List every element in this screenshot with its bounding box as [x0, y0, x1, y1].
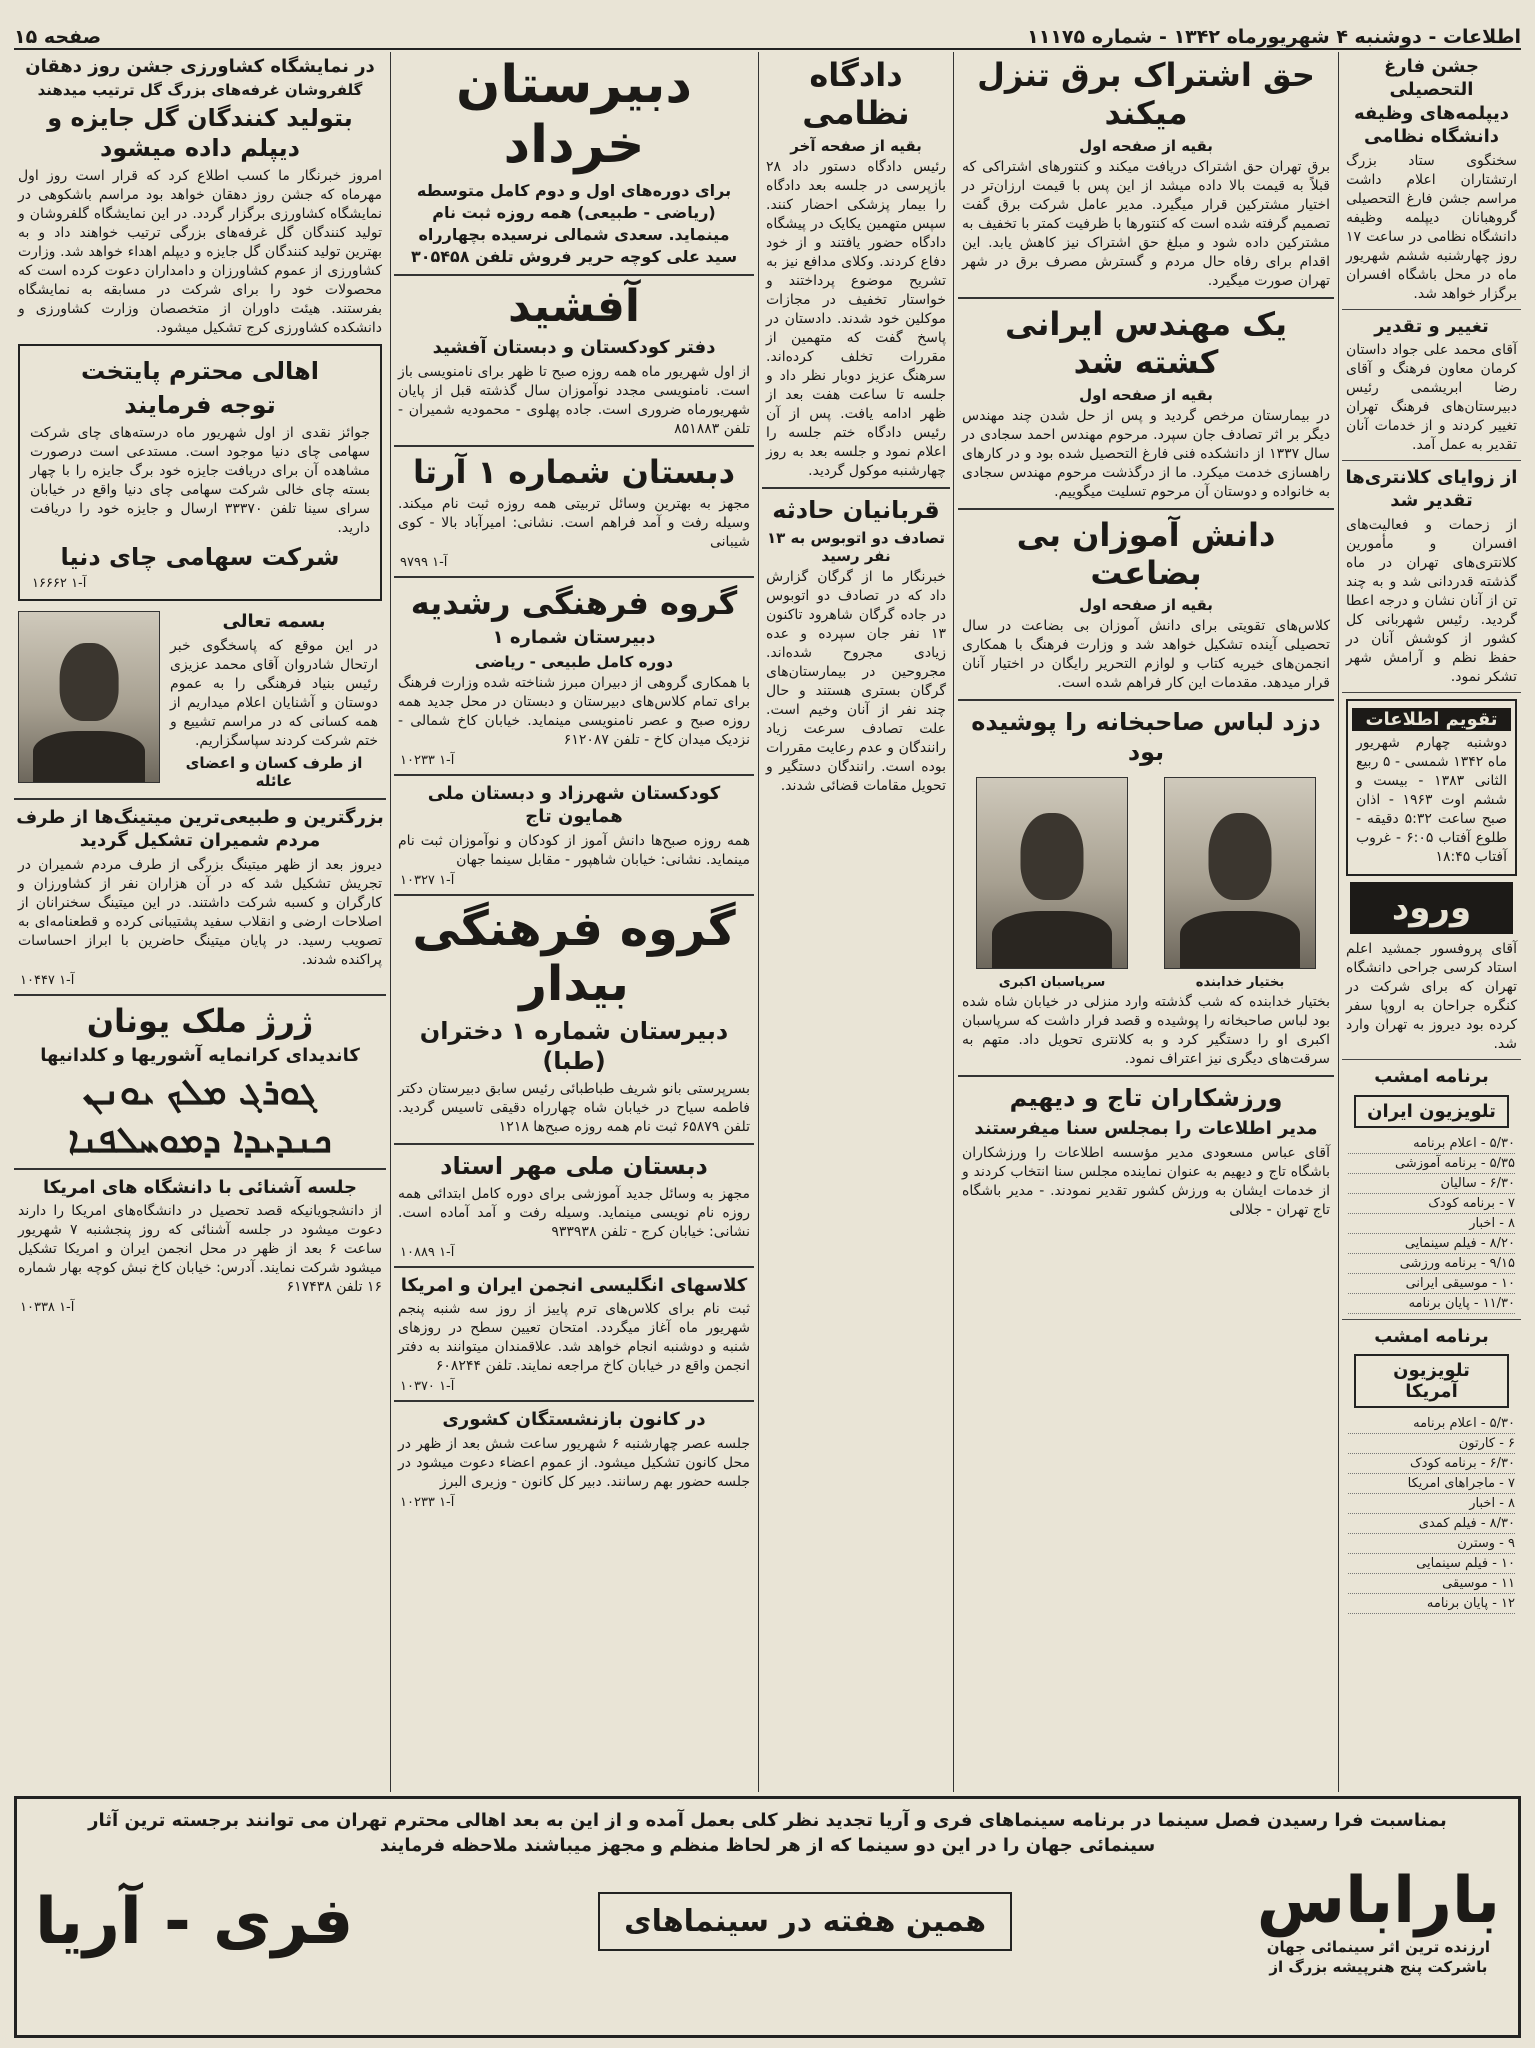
article-subtitle: تصادف دو اتوبوس به ۱۳ نفر رسید — [766, 528, 946, 565]
article-subtitle: بقیه از صفحه آخر — [790, 136, 922, 155]
article-body: آقای عباس مسعودی مدیر مؤسسه اطلاعات را ورزشکاران باشگاه تاج و دیهیم به عنوان نماینده مجلس سنا انتخاب کردند و از خدمات ایشان به ورزش کشور تقدیر نمودند. - مدیر باشگاه تاج تهران - جلالی — [962, 1144, 1330, 1218]
article-title: از زوایای کلانتری‌ها تقدیر شد — [1345, 466, 1518, 512]
ad-body: ثبت نام برای کلاس‌های ترم پاییز از روز سه شنبه پنجم شهریور ماه آغاز میگردد. امتحان تعیین سطح در روزهای شنبه و دوشنبه انجام خواهد شد. علاقمندان میتوانند به دفتر انجمن واقع در خیابان کاخ مراجعه نمایند. تلفن ۶۰۸۲۴۴ — [398, 1301, 750, 1375]
article-accident — [762, 495, 950, 796]
article-title: یک مهندس ایرانی کشته شد — [1005, 304, 1287, 382]
schedule-item: ۱۰ - فیلم سینمایی — [1348, 1554, 1515, 1574]
column-3 — [762, 52, 950, 1792]
tv2-heading: برنامه امشب — [1374, 1325, 1489, 1347]
tv-heading: برنامه امشب — [1374, 1066, 1489, 1088]
ad-title: اهالی محترم پایتخت — [81, 357, 319, 386]
cinema-ad-right — [1256, 1863, 1500, 1978]
article-title: بزرگترین و طبیعی‌ترین میتینگ‌ها از طرف مردم شمیران تشکیل گردید — [16, 806, 384, 852]
article-subtitle: بقیه از صفحه اول — [1079, 596, 1213, 615]
tv-iran-logo: تلویزیون ایران — [1354, 1095, 1508, 1128]
ad-body: با همکاری گروهی از دبیران مبرز شناخته شده وزارت فرهنگ برای تمام کلاس‌های دبیرستان و دبستان در محل جدید همه روزه صبح و عصر نامنویسی مینماید. خیابان کاخ شمالی - نزدیک میدان کاخ - تلفن ۶۱۲۰۸۷ — [398, 674, 750, 748]
ad-shahrzad — [394, 782, 754, 888]
ad-subtitle: دبیرستان شماره ۱ — [492, 627, 656, 649]
column-2 — [958, 52, 1334, 1792]
tv-america-schedule — [1348, 1414, 1515, 1614]
ad-syriac-line-2: ܟܢܕܝܕܐ ܕܡܘܚܠܦܢܐ — [68, 1119, 332, 1161]
article-subtitle: گلفروشان غرفه‌های بزرگ گل ترتیب میدهند — [37, 81, 363, 100]
schedule-item: ۵/۳۰ - اعلام برنامه — [1348, 1414, 1515, 1434]
ad-afshid — [394, 282, 754, 439]
schedule-item: ۸/۲۰ - فیلم سینمایی — [1348, 1234, 1515, 1254]
article-athletes — [958, 1083, 1334, 1219]
article-shemiran-meeting — [14, 806, 386, 988]
ad-ref: آ-۱ ۱۰۲۳۳ — [400, 752, 455, 768]
schedule-item: ۸/۳۰ - فیلم کمدی — [1348, 1514, 1515, 1534]
photo-caption: بختیار خدابنده — [1195, 975, 1285, 991]
film-title: باراباس — [1256, 1863, 1500, 1938]
notice-footer: از طرف کسان و اعضای عائله — [185, 753, 363, 790]
article-body: سخنگوی ستاد بزرگ ارتشتاران اعلام داشت مراسم جشن فارغ التحصیلی گروهبانان دیپلمه وظیفه دانشگاه نظامی در ساعت ۱۷ روز چهارشنبه ششم شهریور ماه در محل باشگاه افسران برگزار خواهد شد. — [1346, 152, 1517, 302]
schedule-item: ۵/۳۰ - اعلام برنامه — [1348, 1134, 1515, 1154]
schedule-item: ۹ - وسترن — [1348, 1534, 1515, 1554]
article-body: آقای محمد علی جواد داستان کرمان معاون فرهنگ و آقای رضا ابریشمی رئیس دبیرستان‌های فرهنگ تهران تغییر کردند و از خدمات آنان تقدیر به عمل آمد. — [1346, 341, 1517, 453]
schedule-item: ۷ - ماجراهای امریکا — [1348, 1474, 1515, 1494]
article-body: برق تهران حق اشتراک دریافت میکند و کنتورهای اشتراکی که قبلاً به قیمت بالا داده میشد از این پس با قیمت ارزان‌تر در اختیار مشترکین قرار میگیرد. مدیر عامل شرکت برق گفت تصمیم گرفته شده است که کنتورها با ظرفیت کمتر با تخفیف به مشترکین داده شود و مبلغ حق اشتراک نیز کاهش یابد. این اقدام برای رفاه حال مردم و گسترش مصرف برق در شهر تهران صورت میگیرد. — [962, 158, 1330, 289]
ad-body: بسرپرستی بانو شریف طباطبائی رئیس سابق دبیرستان دکتر فاطمه سیاح در خیابان شاه چهارراه دقیقی تاسیس گردید. تلفن ۶۵۸۷۹ ثبت نام همه روزه صبح‌ها ۱۲۱۸ — [398, 1080, 750, 1135]
film-tagline: ارزنده ترین اثر سینمائی جهان — [1266, 1938, 1491, 1957]
ad-ref: آ-۱ ۱۰۸۸۹ — [400, 1244, 455, 1260]
article-students — [958, 516, 1334, 694]
ad-ref: آ-۱ ۹۷۹۹ — [400, 554, 448, 570]
notice-title: بسمه تعالی — [222, 611, 326, 633]
article-body: امروز خبرنگار ما کسب اطلاع کرد که قرار است روز اول مهرماه که جشن روز دهقان خواهد بود مراسم باشکوهی در نمایشگاه کشاورزی برگزار گردد. در این نمایشگاه گلفروشان و تولید کنندگان گل غرفه‌های بزرگی ترتیب خواهند داد و به بهترین تولید کنندگان گل جایزه و دیپلم اهداء خواهد شد. وزارت کشاورزی از عموم کشاورزان و دامداران دعوت کرده است که محصولات خود را برای شرکت در مسابقه به نمایشگاه بفرستند. هیئت داوران از متخصصان وزارت کشاورزی و دانشکده کشاورزی کرج تشکیل میشود. — [18, 168, 382, 337]
tv-iran-schedule — [1348, 1134, 1515, 1314]
article-title: ورزشکاران تاج و دیهیم — [1009, 1084, 1283, 1113]
article-body: در بیمارستان مرخص گردید و پس از حل شدن چند مهندس دیگر بر اثر تصادف جان سپرد. مرحوم مهندس احمد سجادی در سال ۱۳۳۷ از دانشکده فنی فارغ التحصیل شده بود و در کارهای راهسازی خدمت میکرد. ما از درگذشت مرحوم مهندس سجادی به خانواده و دوستان آن مرحوم تسلیت میگوییم. — [962, 407, 1331, 500]
photo-akbari — [976, 777, 1128, 969]
article-police — [1342, 466, 1521, 687]
article-thief — [958, 707, 1334, 1069]
schedule-item: ۷ - برنامه کودک — [1348, 1194, 1515, 1214]
ad-bidar — [394, 902, 754, 1137]
ad-body: همه روزه صبح‌ها دانش آموز از کودکان و نوآموزان ثبت نام مینماید. نشانی: خیابان شاهپور - مقابل سینما جهان — [398, 832, 750, 868]
ad-subtitle: دفتر کودکستان و دبستان آفشید — [432, 337, 716, 359]
cinema-ad-line-2: سینمائی جهان را در این دو سینما که از هر لحاظ منظم و مجهز میباشند ملاحظه فرمایند — [379, 1835, 1156, 1857]
article-title: حق اشتراک برق تنزل میکند — [977, 56, 1315, 133]
article-flower-festival — [14, 55, 386, 338]
column-5 — [14, 52, 386, 1792]
article-title: در نمایشگاه کشاورزی جشن روز دهقان — [25, 56, 375, 77]
article-ref: آ-۱ ۱۰۳۳۸ — [20, 1300, 75, 1316]
ad-title: دبستان شماره ۱ آرتا — [412, 452, 735, 491]
schedule-item: ۱۲ - پایان برنامه — [1348, 1594, 1515, 1614]
ad-tea-company — [18, 344, 382, 601]
ad-ref: آ-۱ ۱۶۶۶۲ — [32, 576, 87, 592]
header-issue-line: اطلاعات - دوشنبه ۴ شهریورماه ۱۳۴۲ - شماره ۱۱۱۷۵ — [1027, 26, 1521, 48]
ad-title: آفشید — [507, 280, 641, 332]
ad-george-malek — [14, 1002, 386, 1162]
article-graduation — [1342, 55, 1521, 304]
schedule-item: ۹/۱۵ - برنامه ورزشی — [1348, 1254, 1515, 1274]
ad-syriac-line-1: ܓܘܪܓ ܡܠܟ ܝܘܢܢ — [82, 1072, 318, 1114]
column-rule — [390, 52, 391, 1792]
ad-arta — [394, 453, 754, 570]
article-subtitle: بقیه از صفحه اول — [1079, 385, 1213, 404]
cinema-ad — [14, 1796, 1521, 2038]
ad-subtitle-2: دوره کامل طبیعی - ریاضی — [474, 652, 674, 671]
calendar-box — [1346, 699, 1517, 876]
article-title-2: بتولید کنندگان گل جایزه و دیپلم داده میشود — [47, 104, 353, 163]
ad-subtitle: دبیرستان شماره ۱ دختران (طبا) — [419, 1016, 729, 1075]
schedule-item: ۵/۳۵ - برنامه آموزشی — [1348, 1154, 1515, 1174]
ad-khordad — [394, 56, 754, 268]
article-engineer — [958, 305, 1334, 502]
schedule-item: ۸ - اخبار — [1348, 1214, 1515, 1234]
schedule-item: ۶ - کارتون — [1348, 1434, 1515, 1454]
article-title: جشن فارغ التحصیلی دیپلمه‌های وظیفه دانشگاه نظامی — [1353, 56, 1510, 148]
page-header — [14, 18, 1521, 50]
article-change — [1342, 315, 1521, 455]
schedule-item: ۶/۳۰ - برنامه کودک — [1348, 1454, 1515, 1474]
arrival-heading: ورود — [1350, 882, 1513, 934]
notice-condolence — [18, 607, 382, 791]
article-body: از دانشجویانیکه قصد تحصیل در دانشگاه‌های امریکا را دارند دعوت میشود در جلسه آشنائی که روز پنجشنبه ۷ شهریور ساعت ۶ بعد از ظهر در محل انجمن ایران و امریکا تشکیل میشود شرکت نمایند. آدرس: خیابان کاخ نبش کوچه بهار شماره ۱۶ تلفن ۶۱۷۴۳۸ — [18, 1203, 383, 1296]
column-rule — [758, 52, 759, 1792]
ad-title: در کانون بازنشستگان کشوری — [442, 1409, 706, 1431]
ad-roshdieh — [394, 584, 754, 768]
article-military-court — [762, 56, 950, 481]
ad-title: کودکستان شهرزاد و دبستان ملی همایون تاج — [427, 782, 721, 828]
ad-title: گروه فرهنگی بیدار — [412, 900, 736, 1012]
ad-ref: آ-۱ ۱۰۲۳۳ — [400, 1494, 455, 1510]
ad-ref: آ-۱ ۱۰۳۲۷ — [400, 872, 455, 888]
photo-khodabandeh — [1164, 777, 1316, 969]
ad-mehr-ostad — [394, 1151, 754, 1260]
ad-body: جوائز نقدی از اول شهریور ماه درسته‌های چای شرکت سهامی چای دنیا موجود است. مستدعی است درصورت مشاهده آن برای دریافت جایزه خود برگ جایزه را با چهار بسته چای خالی شرکت سهامی چای دنیا واقع در خیابان سرای سینا تلفن ۳۳۳۷۰ ارسال و جایزه خود را دریافت دارید. — [30, 425, 370, 537]
schedule-item: ۱۰ - موسیقی ایرانی — [1348, 1274, 1515, 1294]
article-body: دیروز بعد از ظهر میتینگ بزرگی از طرف مردم شمیران در تجریش تشکیل شد که در آن هزاران نفر از کشاورزان و کارگران و کسبه شرکت داشتند. در این میتینگ سخنرانان از اصلاحات ارضی و انقلاب سفید پشتیبانی کرده و قطعنامه‌ای به تصویب رسید. در پایان میتینگ حاضرین با ابراز احساسات پراکنده شدند. — [18, 856, 382, 968]
cinema-ad-line-1: بمناسبت فرا رسیدن فصل سینما در برنامه سینماهای فری و آریا تجدید نظر کلی بعمل آمده و از این به بعد اهالی محترم تهران می توانند برجسته ترین آثار — [88, 1810, 1447, 1831]
notice-body: در این موقع که پاسخگوی خبر ارتحال شادروان آقای محمد عزیزی رئیس بنیاد فرهنگی را به عموم دوستان و آشنایان اعلام میداریم از همه کسانی که در مراسم تشییع و ختم شرکت کردند سپاسگزاریم. — [170, 637, 378, 749]
article-body: بختیار خدابنده که شب گذشته وارد منزلی در خیابان شاه شده بود لباس صاحبخانه را پوشیده و قصد فرار داشت که سرپاسبان اکبری او را دستگیر کرد و به کلانتری تحویل داد. متهم به سرقت‌های دیگری نیز اعتراف نمود. — [962, 994, 1330, 1068]
column-4 — [394, 52, 754, 1792]
ad-footer: شرکت سهامی چای دنیا — [60, 543, 340, 572]
article-electricity — [958, 56, 1334, 291]
photo-caption: سرپاسبان اکبری — [998, 975, 1106, 991]
column-rule — [953, 52, 954, 1792]
ad-body: مجهز به بهترین وسائل تربیتی همه روزه ثبت نام میکند. وسیله رفت و آمد فراهم است. نشانی: امیرآباد بالا - کوی شیبانی — [398, 495, 750, 550]
schedule-item: ۱۱/۳۰ - پایان برنامه — [1348, 1294, 1515, 1314]
article-title: تغییر و تقدیر — [1374, 315, 1489, 337]
article-title: جلسه آشنائی با دانشگاه های امریکا — [43, 1176, 357, 1198]
article-title: دادگاه نظامی — [802, 56, 910, 133]
article-body: کلاس‌های تقویتی برای دانش آموزان بی بضاعت در سال تحصیلی آینده تشکیل خواهد شد و وزارت فرهنگ با همکاری انجمن‌های خیریه کتاب و لوازم التحریر رایگان در اختیار آنان قرار میدهد. مقدمات این کار فراهم شده است. — [962, 618, 1330, 692]
ad-english-classes — [394, 1274, 754, 1394]
ad-title: ژرژ ملک یونان — [86, 1001, 314, 1040]
column-1 — [1342, 52, 1521, 1792]
column-rule — [1338, 52, 1339, 1792]
portrait-photo — [18, 611, 160, 783]
article-title: قربانیان حادثه — [772, 495, 940, 524]
ad-body: از اول شهریور ماه همه روزه صبح تا ظهر برای نامنویسی باز است. نامنویسی مجدد نوآموزان سال گذشته قبل از پایان شهریورماه ضروری است. جاده پهلوی - محمودیه شمیران - تلفن ۸۵۱۸۸۳ — [398, 363, 750, 437]
calendar-body: دوشنبه چهارم شهریور ماه ۱۳۴۲ شمسی - ۵ ربیع الثانی ۱۳۸۳ - بیست و ششم اوت ۱۹۶۳ - اذان صبح ساعت ۵:۳۲ دقیقه - طلوع آفتاب ۶:۰۵ - غروب آفتاب ۱۸:۴۵ — [1356, 735, 1507, 866]
ad-title: دبستان ملی مهر استاد — [440, 1151, 708, 1180]
article-subtitle: بقیه از صفحه اول — [1079, 136, 1213, 155]
ad-body: جلسه عصر چهارشنبه ۶ شهریور ساعت شش بعد از ظهر در محل کانون تشکیل میشود. از عموم اعضاء دعوت میشود در جلسه حضور بهم رسانند. دبیر کل کانون - وزیری البرز — [398, 1435, 750, 1490]
arrival-body: آقای پروفسور جمشید اعلم استاد کرسی جراحی دانشگاه تهران که برای شرکت در کنگره جراحان به اروپا سفر کرده بود دیروز به تهران وارد شد. — [1346, 941, 1517, 1053]
tv-america-logo: تلویزیون آمریکا — [1354, 1354, 1508, 1408]
article-title: دانش آموزان بی بضاعت — [1016, 515, 1276, 592]
header-page-number: صفحه ۱۵ — [14, 26, 102, 48]
ad-title: دبیرستان خرداد — [455, 55, 693, 175]
schedule-item: ۱۱ - موسیقی — [1348, 1574, 1515, 1594]
schedule-item: ۶/۳۰ - سالیان — [1348, 1174, 1515, 1194]
article-title: دزد لباس صاحبخانه را پوشیده بود — [971, 708, 1321, 767]
ad-title: کلاسهای انگلیسی انجمن ایران و امریکا — [400, 1274, 748, 1296]
ad-ref: آ-۱ ۱۰۳۷۰ — [400, 1379, 455, 1395]
article-body: از زحمات و فعالیت‌های افسران و مأمورین کلانتری‌های تهران در ماه گذشته قدردانی شد و به چند تن از آنان نشان و درجه اعطا گردید. رئیس شهربانی کل کشور از کوشش آنان در حفظ نظم و آرامش شهر تشکر نمود. — [1346, 516, 1517, 685]
ad-body: برای دوره‌های اول و دوم کامل متوسطه (ریاضی - طبیعی) همه روزه ثبت نام مینماید. سعدی شمالی نرسیده بچهارراه سید علی کوچه حریر فروش تلفن ۳۰۵۴۵۸ — [410, 180, 738, 266]
ad-title: گروه فرهنگی رشدیه — [410, 583, 738, 622]
ad-subtitle: توجه فرمایند — [124, 391, 276, 420]
ad-retirees — [394, 1408, 754, 1509]
schedule-item: ۸ - اخبار — [1348, 1494, 1515, 1514]
ad-subtitle: کاندیدای کرانمایه آشوریها و کلدانیها — [40, 1044, 360, 1066]
cinema-ad-center: همین هفته در سینماهای — [598, 1892, 1012, 1951]
article-ref: آ-۱ ۱۰۴۴۷ — [20, 972, 75, 988]
film-tagline-2: باشرکت پنج هنرپیشه بزرگ از — [1269, 1958, 1488, 1977]
article-body: رئیس دادگاه دستور داد ۲۸ بازپرسی در جلسه بعد دادگاه را بیمار پزشکی احضار کنند. سپس متهمین یکایک در پیشگاه دادگاه حضور یافتند و از خود دفاع کردند. وکلای مدافع نیز به تشریح موضوع پرداختند و خواستار تخفیف در مجازات موکلین خود شدند. دادستان در پاسخ گفت که متهمین از مقررات تخلف کرده‌اند. سرهنگ عزیز دوبار نظر داد و جلسه تا ساعت هفت بعد از ظهر ادامه یافت. پس از آن رئیس دادگاه ختم جلسه را اعلام نمود و جلسه بعد به روز چهارشنبه موکول گردید. — [766, 158, 946, 479]
cinema-names: فری - آریا — [35, 1884, 354, 1959]
article-us-universities — [14, 1176, 386, 1315]
ad-body: مجهز به وسائل جدید آموزشی برای دوره کامل ابتدائی همه روزه نام نویسی مینماید. وسیله رفت و آمد آماده است. نشانی: خیابان کرج - تلفن ۹۳۳۹۳۸ — [398, 1185, 750, 1240]
calendar-title: تقویم اطلاعات — [1352, 708, 1511, 731]
article-body: خبرنگار ما از گرگان گزارش داد که در تصادف دو اتوبوس در جاده گرگان شاهرود تاکنون ۱۳ نفر جان سپرده و عده زیادی مجروح شده‌اند. مجروحین در بیمارستان‌های گرگان بستری هستند و حال چند نفر از آنان وخیم است. علت تصادف سرعت زیاد رانندگان و عدم رعایت مقررات بوده است. رانندگان دستگیر و تحویل مقامات قضائی شدند. — [766, 568, 946, 794]
article-subtitle: مدیر اطلاعات را بمجلس سنا میفرستند — [974, 1118, 1318, 1140]
